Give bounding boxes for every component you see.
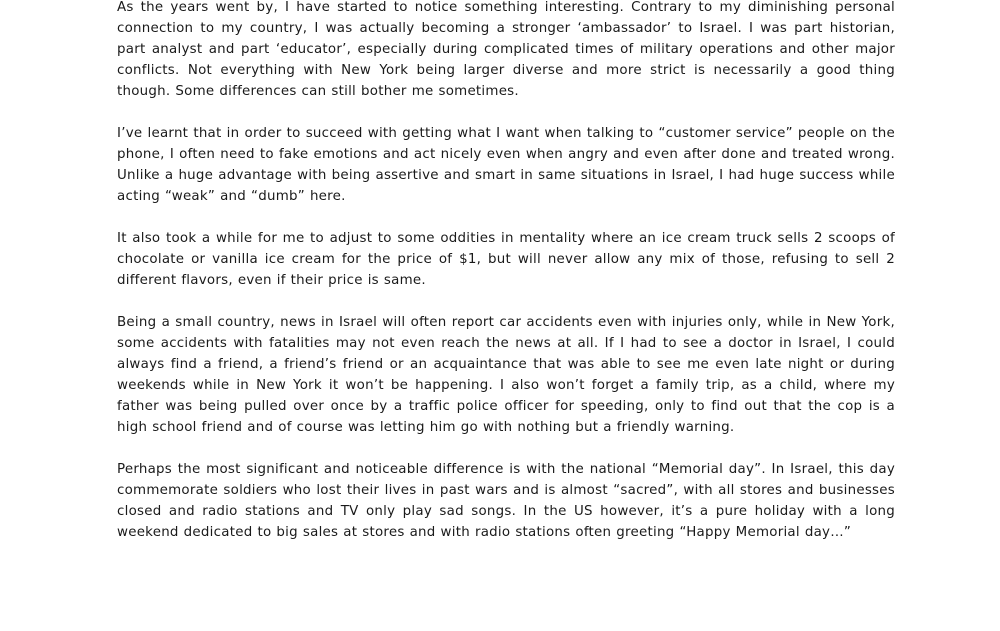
paragraph-memorial-day: Perhaps the most significant and noticeable difference is with the national “Memorial day”. In Israel, this day commemorate soldiers who lost their lives in past wars and is almost “sacred”, with all stores and businesses closed and radio stations and TV only play sad songs. In the US however, it’s a pure holiday with a long weekend dedicated to big sales at stores and with radio stations often greeting “Happy Memorial day…” — [117, 462, 895, 540]
paragraph-ambassador: As the years went by, I have started to notice something interesting. Contrary to my diminishing personal connection to my country, I was actually becoming a stronger ‘ambassador’ to Israel. I was part historian, part analyst and part ‘educator’, especially during complicated times of military operations and other major conflicts. Not everything with New York being larger diverse and more strict is necessarily a good thing though. Some differences can still bother me sometimes. — [117, 0, 895, 99]
paragraph-customer-service: I’ve learnt that in order to succeed with getting what I want when talking to “customer service” people on the phone, I often need to fake emotions and act nicely even when angry and even after done and treated wrong. Unlike a huge advantage with being assertive and smart in same situations in Israel, I had huge success while acting “weak” and “dumb” here. — [117, 126, 895, 204]
paragraph-small-country: Being a small country, news in Israel will often report car accidents even with injuries only, while in New York, some accidents with fatalities may not even reach the news at all. If I had to see a doctor in Israel, I could always find a friend, a friend’s friend or an acquaintance that was able to see me even late night or during weekends while in New York it won’t be happening. I also won’t forget a family trip, as a child, where my father was being pulled over once by a traffic police officer for speeding, only to find out that the cop is a high school friend and of course was letting him go with nothing but a friendly warning. — [117, 315, 895, 435]
document-page — [117, 0, 895, 564]
paragraph-ice-cream: It also took a while for me to adjust to some oddities in mentality where an ice cream truck sells 2 scoops of chocolate or vanilla ice cream for the price of $1, but will never allow any mix of those, refusing to sell 2 different flavors, even if their price is same. — [117, 231, 895, 288]
